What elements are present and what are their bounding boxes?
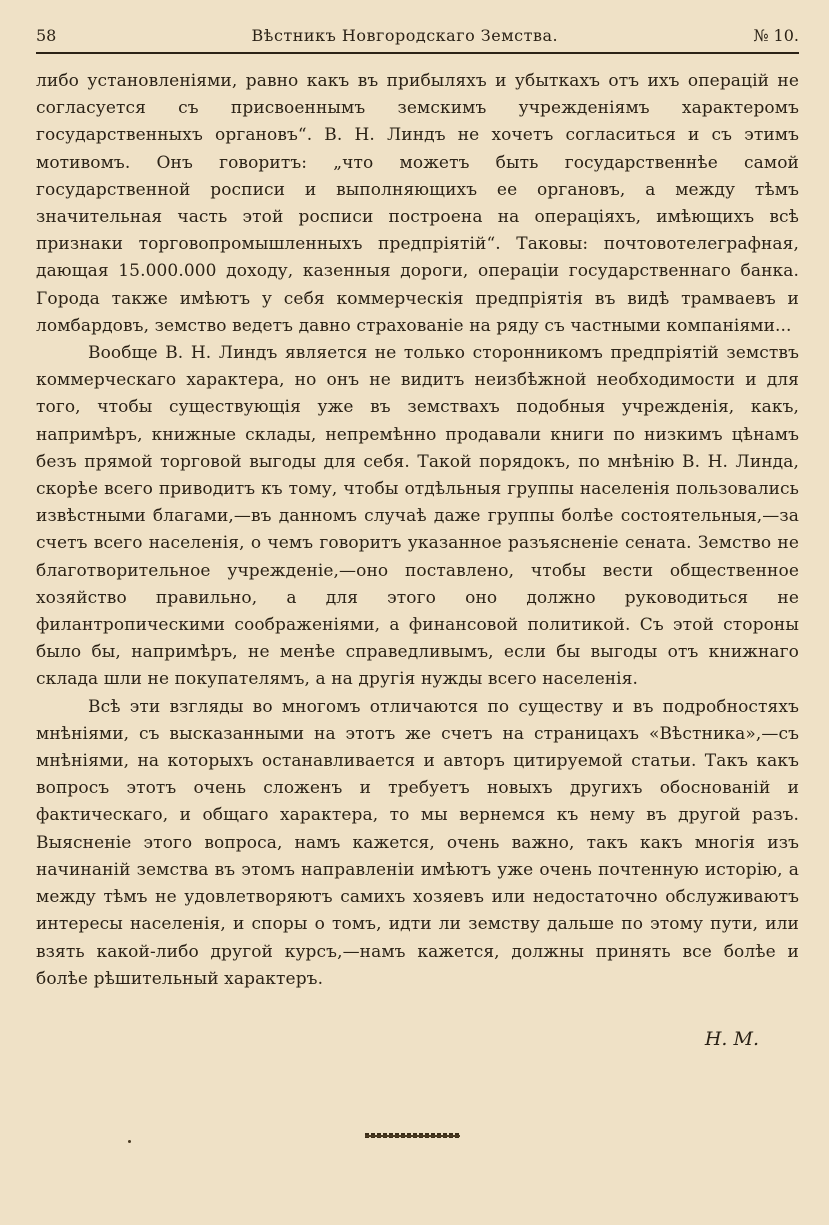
issue-number: № 10.	[753, 25, 799, 45]
author-signature: Н. М.	[704, 1028, 759, 1050]
ink-speck	[128, 1140, 131, 1143]
paragraph-2: Вообще В. Н. Линдъ является не только сторонникомъ предпрiятiй земствъ коммерческаго характера, но онъ не видитъ неизбѣжной необходимости и для того, чтобы существующiя уже въ земствахъ подобныя учрежденiя, какъ, напримѣръ, книжные склады, непремѣнно продавали книги по низкимъ цѣнамъ безъ прямой торговой выгоды для себя. Такой порядокъ, по мнѣнiю В. Н. Линда, скорѣе всего приводитъ къ тому, чтобы отдѣльныя группы населенiя пользовались извѣстными благами,—въ данномъ случаѣ даже группы болѣе состоятельныя,—за счетъ всего населенiя, о чемъ говоритъ указанное разъясненiе сената. Земство не благотворительное учрежденiе,—оно поставлено, чтобы вести общественное хозяйство правильно, а для этого оно должно руководиться не филантропическими соображенiями, а финансовой политикой. Съ этой стороны было бы, напримѣръ, не менѣе справедливымъ, если бы выгоды отъ книжнаго склада шли не покупателямъ, а на другiя нужды всего населенiя.	[36, 343, 799, 690]
paragraph-1: либо установленiями, равно какъ въ прибыляхъ и убыткахъ отъ ихъ операцiй не согласуется съ присвоеннымъ земскимъ учрежденiямъ характеромъ государственныхъ органовъ“. В. Н. Линдъ не хочетъ согласиться и съ этимъ мотивомъ. Онъ говоритъ: „что можетъ быть государственнѣе самой государственной росписи и выполняющихъ ее органовъ, а между тѣмъ значительная часть этой росписи построена на операцiяхъ, имѣющихъ всѣ признаки торговопромышленныхъ предпрiятiй“. Таковы: почтовотелеграфная, дающая 15.000.000 доходу, казенныя дороги, операцiи государственнаго банка. Города также имѣютъ у себя коммерческiя предпрiятiя въ видѣ трамваевъ и ломбардовъ, земство ведетъ давно страхованiе на ряду съ частными компанiями...	[36, 71, 799, 336]
journal-title: Вѣстникъ Новгородскаго Земства.	[251, 25, 559, 45]
running-header	[36, 20, 799, 50]
paragraph-3: Всѣ эти взгляды во многомъ отличаются по существу и въ подробностяхъ мнѣнiями, съ высказанными на этотъ же счетъ на страницахъ «Вѣстника»,—съ мнѣнiями, на которыхъ останавливается и авторъ цитируемой статьи. Такъ какъ вопросъ этотъ очень сложенъ и требуетъ новыхъ другихъ обоснованiй и фактическаго, и общаго характера, то мы вернемся къ нему въ другой разъ. Выясненiе этого вопроса, намъ кажется, очень важно, такъ какъ многiя изъ начинанiй земства въ этомъ направленiи имѣютъ уже очень почтенную исторiю, а между тѣмъ не удовлетворяютъ самихъ хозяевъ или недостаточно обслуживаютъ интересы населенiя, и споры о томъ, идти ли земству дальше по этому пути, или взять какой-либо другой курсъ,—намъ кажется, должны принять все болѣе и болѣе рѣшительный характеръ.	[36, 696, 799, 989]
article-body	[36, 68, 799, 993]
header-rule	[36, 52, 799, 54]
section-end-ornament	[365, 1133, 460, 1138]
page-number: 58	[36, 25, 57, 45]
